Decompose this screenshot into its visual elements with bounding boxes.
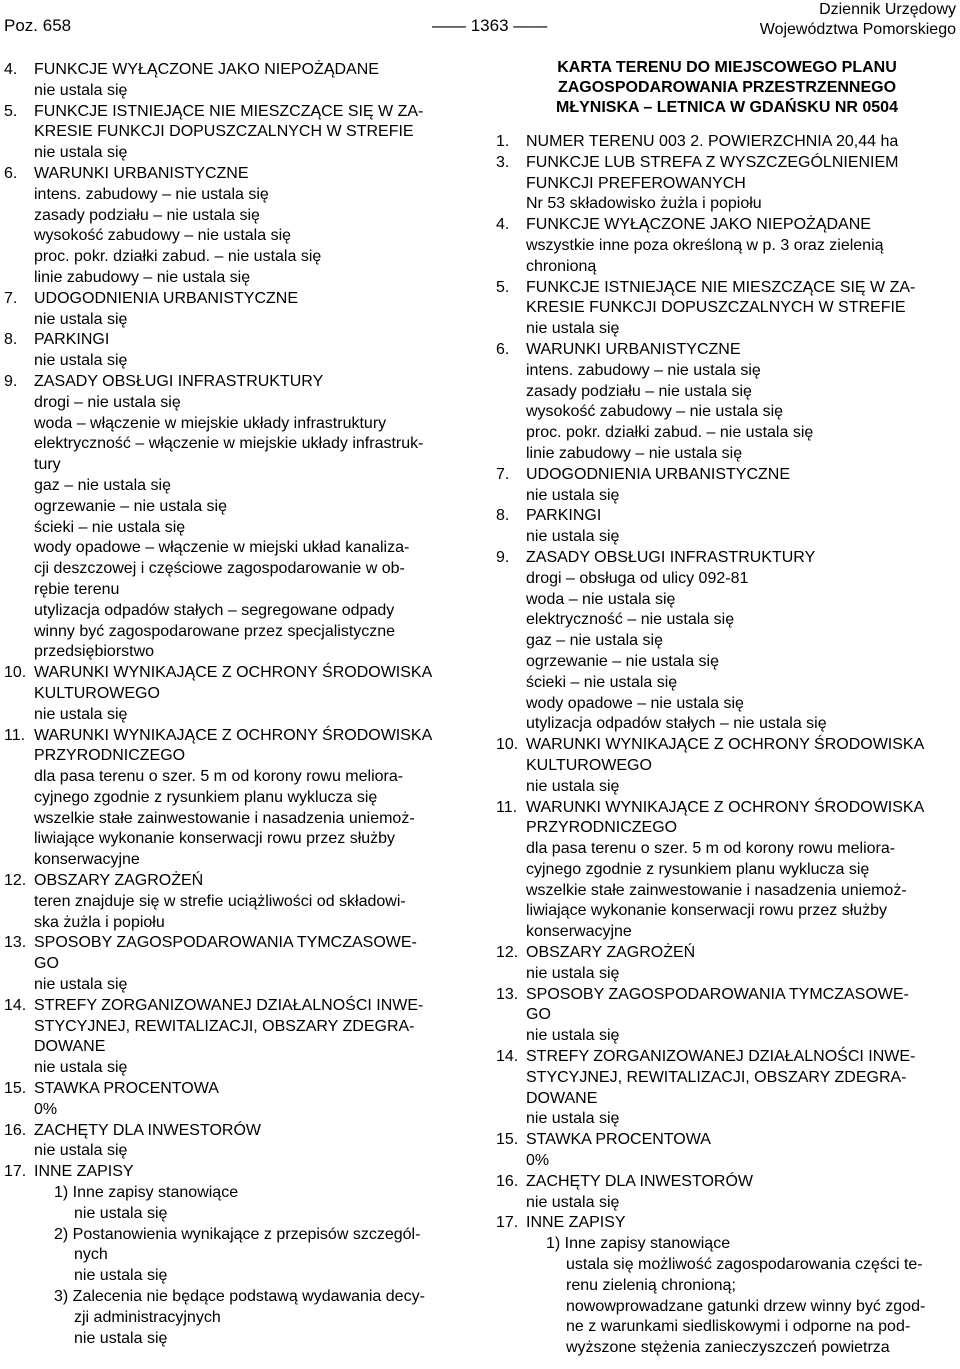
item-text: chronioną — [526, 257, 597, 275]
item-heading: INNE ZAPISY — [34, 1163, 134, 1181]
item-body — [526, 943, 958, 985]
indent-spacer — [496, 1338, 526, 1359]
item-heading: FUNKCJE ISTNIEJĄCE NIE MIESZCZĄCE SIĘ W ZA- — [526, 278, 916, 296]
item-number: 16. — [496, 1172, 519, 1190]
item-text: nie ustala się — [526, 486, 620, 504]
item-heading: PARKINGI — [34, 331, 110, 349]
sub-item-text: renu zielenią chronioną; — [566, 1276, 736, 1294]
item-body — [526, 1130, 958, 1172]
item-text: wysokość zabudowy – nie ustala się — [526, 403, 784, 421]
item-heading: STREFY ZORGANIZOWANEJ DZIAŁALNOŚCI INWE- — [34, 996, 424, 1014]
item-number: 9. — [496, 548, 510, 566]
item-text: KRESIE FUNKCJI DOPUSZCZALNYCH W STREFIE — [526, 299, 906, 317]
list-item — [496, 215, 958, 277]
sub-item-text: nie ustala się — [74, 1204, 168, 1222]
sub-item — [4, 1308, 466, 1329]
item-text: liwiające wykonanie konserwacji rowu przez służby — [34, 830, 396, 848]
journal-title — [760, 0, 956, 40]
item-number: 7. — [4, 289, 18, 307]
item-body — [526, 548, 958, 735]
item-text: drogi – obsługa od ulicy 092-81 — [526, 569, 749, 587]
item-number: 5. — [4, 102, 18, 120]
item-body — [34, 1162, 466, 1183]
list-item — [496, 465, 958, 507]
item-body — [34, 330, 466, 372]
item-text: rębie terenu — [34, 580, 120, 598]
item-text: elektryczność – włączenie w miejskie układy infrastruk- — [34, 435, 424, 453]
indent-spacer — [4, 1308, 34, 1329]
item-text: wszelkie stałe zainwestowanie i nasadzenia uniemoż- — [526, 881, 907, 899]
item-text: PRZYRODNICZEGO — [34, 747, 186, 765]
item-text: linie zabudowy – nie ustala się — [34, 268, 251, 286]
item-text: STYCYJNEJ, REWITALIZACJI, OBSZARY ZDEGRA- — [526, 1068, 907, 1086]
item-heading: WARUNKI WYNIKAJĄCE Z OCHRONY ŚRODOWISKA — [526, 736, 925, 754]
item-text: nie ustala się — [34, 81, 128, 99]
item-text: KULTUROWEGO — [526, 756, 652, 774]
item-text: nie ustala się — [34, 352, 128, 370]
list-item — [496, 1047, 958, 1130]
sub-item-text: nie ustala się — [74, 1329, 168, 1347]
item-number: 11. — [496, 798, 518, 816]
item-text: konserwacyjne — [34, 851, 140, 869]
item-body — [526, 465, 958, 507]
item-text: GO — [526, 1006, 551, 1024]
item-number: 14. — [4, 996, 27, 1014]
item-number: 12. — [496, 944, 519, 962]
item-text: nie ustala się — [526, 1193, 620, 1211]
list-item — [4, 102, 466, 164]
list-item — [496, 735, 958, 797]
item-text: utylizacja odpadów stałych – segregowane odpady — [34, 601, 395, 619]
item-body — [526, 1213, 958, 1234]
item-text: elektryczność – nie ustala się — [526, 611, 735, 629]
sub-item-text: nie ustala się — [74, 1267, 168, 1285]
item-heading: WARUNKI URBANISTYCZNE — [526, 340, 741, 358]
item-text: drogi – nie ustala się — [34, 393, 181, 411]
item-text: proc. pokr. działki zabud. – nie ustala się — [526, 424, 814, 442]
item-text: gaz – nie ustala się — [34, 476, 171, 494]
sub-item — [496, 1255, 958, 1276]
indent-spacer — [4, 1183, 34, 1204]
item-number: 15. — [496, 1131, 519, 1149]
item-body — [526, 506, 958, 548]
item-number: 5. — [496, 278, 510, 296]
item-text: wysokość zabudowy – nie ustala się — [34, 227, 292, 245]
item-number: 7. — [496, 465, 510, 483]
item-number: 3. — [496, 153, 510, 171]
journal-title-line2: Województwa Pomorskiego — [759, 21, 956, 38]
item-body — [34, 1079, 466, 1121]
item-body — [526, 215, 958, 277]
item-text: nie ustala się — [526, 1110, 620, 1128]
list-item — [496, 943, 958, 985]
list-item — [496, 798, 958, 944]
item-body — [34, 871, 466, 933]
sub-item-text: wyższone stężenia zanieczyszczeń powietrza — [566, 1339, 890, 1357]
list-item — [496, 1213, 958, 1234]
item-text: ścieki – nie ustala się — [526, 673, 678, 691]
item-text: Nr 53 składowisko żużla i popiołu — [526, 195, 762, 213]
list-item — [496, 132, 958, 153]
indent-spacer — [496, 1317, 526, 1338]
list-item — [4, 1162, 466, 1183]
item-text: FUNKCJI PREFEROWANYCH — [526, 174, 746, 192]
item-text: ogrzewanie – nie ustala się — [526, 652, 720, 670]
indent-spacer — [496, 1234, 526, 1255]
item-body — [526, 798, 958, 944]
item-heading: WARUNKI WYNIKAJĄCE Z OCHRONY ŚRODOWISKA — [526, 798, 925, 816]
indent-spacer — [496, 1297, 526, 1318]
item-text: linie zabudowy – nie ustala się — [526, 444, 743, 462]
item-text: gaz – nie ustala się — [526, 632, 663, 650]
item-heading: PARKINGI — [526, 507, 602, 525]
item-heading: SPOSOBY ZAGOSPODAROWANIA TYMCZASOWE- — [526, 985, 909, 1003]
item-body — [34, 933, 466, 995]
item-text: DOWANE — [526, 1089, 598, 1107]
sub-item-text: 1) Inne zapisy stanowiące — [546, 1235, 731, 1253]
item-text: liwiające wykonanie konserwacji rowu przez służby — [526, 902, 888, 920]
item-text: proc. pokr. działki zabud. – nie ustala się — [34, 248, 322, 266]
item-text: intens. zabudowy – nie ustala się — [526, 361, 761, 379]
right-column — [496, 58, 958, 1359]
sub-item — [4, 1225, 466, 1246]
item-body — [526, 340, 958, 465]
item-number: 8. — [496, 507, 510, 525]
sub-item — [4, 1266, 466, 1287]
list-item — [4, 663, 466, 725]
item-body — [34, 372, 466, 663]
item-text: nie ustala się — [526, 777, 620, 795]
item-text: wszystkie inne poza określoną w p. 3 oraz zielenią — [526, 236, 884, 254]
item-text: DOWANE — [34, 1038, 106, 1056]
item-body — [526, 153, 958, 215]
list-item — [4, 372, 466, 663]
list-item — [4, 289, 466, 331]
indent-spacer — [496, 1276, 526, 1297]
item-body — [526, 735, 958, 797]
item-heading: STREFY ZORGANIZOWANEJ DZIAŁALNOŚCI INWE- — [526, 1048, 916, 1066]
section-title-line: MŁYNISKA – LETNICA W GDAŃSKU NR 0504 — [556, 99, 898, 116]
item-heading: INNE ZAPISY — [526, 1214, 626, 1232]
sub-item-text: zji administracyjnych — [74, 1308, 221, 1326]
item-text: KULTUROWEGO — [34, 684, 160, 702]
sub-item — [4, 1183, 466, 1204]
item-number: 10. — [4, 664, 27, 682]
list-item — [4, 164, 466, 289]
item-text: ogrzewanie – nie ustala się — [34, 497, 228, 515]
sub-item — [4, 1204, 466, 1225]
sub-item — [496, 1276, 958, 1297]
list-item — [4, 60, 466, 102]
list-item — [496, 340, 958, 465]
sub-item-text: 2) Postanowienia wynikające z przepisów szczegól- — [54, 1225, 421, 1243]
item-text: 0% — [526, 1152, 550, 1170]
item-number: 9. — [4, 372, 18, 390]
sub-item — [4, 1287, 466, 1308]
item-body — [34, 60, 466, 102]
item-number: 10. — [496, 736, 519, 754]
item-number: 15. — [4, 1080, 27, 1098]
list-item — [496, 1130, 958, 1172]
item-text: utylizacja odpadów stałych – nie ustala się — [526, 715, 827, 733]
item-body — [34, 164, 466, 289]
list-item — [4, 996, 466, 1079]
indent-spacer — [4, 1245, 34, 1266]
item-text: woda – włączenie w miejskie układy infrastruktury — [34, 414, 387, 432]
item-body — [526, 1047, 958, 1130]
item-number: 17. — [4, 1163, 27, 1181]
sub-item — [496, 1317, 958, 1338]
item-body — [34, 289, 466, 331]
indent-spacer — [4, 1204, 34, 1225]
item-text: intens. zabudowy – nie ustala się — [34, 185, 269, 203]
item-text: zasady podziału – nie ustala się — [526, 382, 752, 400]
item-body — [526, 1172, 958, 1214]
item-text: nie ustala się — [526, 964, 620, 982]
item-heading: STAWKA PROCENTOWA — [34, 1080, 219, 1098]
list-item — [496, 506, 958, 548]
sub-item — [4, 1245, 466, 1266]
item-heading: FUNKCJE LUB STREFA Z WYSZCZEGÓLNIENIEM — [526, 153, 899, 171]
list-item — [496, 153, 958, 215]
list-item — [4, 330, 466, 372]
sub-item-text: ne z warunkami siedliskowymi i odporne na pod- — [566, 1318, 911, 1336]
list-item — [4, 871, 466, 933]
item-heading: WARUNKI WYNIKAJĄCE Z OCHRONY ŚRODOWISKA — [34, 726, 433, 744]
item-number: 17. — [496, 1214, 519, 1232]
item-heading: FUNKCJE WYŁĄCZONE JAKO NIEPOŻĄDANE — [34, 61, 379, 78]
item-text: cyjnego zgodnie z rysunkiem planu wyklucza się — [526, 860, 870, 878]
item-number: 6. — [4, 164, 18, 182]
item-number: 14. — [496, 1048, 519, 1066]
item-heading: OBSZARY ZAGROŻEŃ — [526, 944, 696, 962]
item-text: nie ustala się — [34, 1059, 128, 1077]
item-text: nie ustala się — [34, 976, 128, 994]
sub-item-text: ustala się możliwość zagospodarowania części te- — [566, 1256, 923, 1274]
item-text: nie ustala się — [34, 144, 128, 162]
list-item — [496, 985, 958, 1047]
item-text: STYCYJNEJ, REWITALIZACJI, OBSZARY ZDEGRA- — [34, 1017, 415, 1035]
list-item — [4, 726, 466, 872]
item-text: GO — [34, 955, 59, 973]
item-body — [34, 996, 466, 1079]
item-text: nie ustala się — [34, 310, 128, 328]
item-heading: ZASADY OBSŁUGI INFRASTRUKTURY — [526, 548, 816, 566]
item-body — [34, 102, 466, 164]
item-text: ska żużla i popiołu — [34, 913, 165, 931]
item-body — [526, 985, 958, 1047]
indent-spacer — [4, 1266, 34, 1287]
item-number: 8. — [4, 331, 18, 349]
sub-item — [496, 1297, 958, 1318]
item-text: KRESIE FUNKCJI DOPUSZCZALNYCH W STREFIE — [34, 123, 414, 141]
list-item — [496, 278, 958, 340]
item-text: przedsiębiorstwo — [34, 643, 155, 661]
sub-item-text: 1) Inne zapisy stanowiące — [54, 1184, 239, 1202]
item-text: nie ustala się — [34, 705, 128, 723]
sub-item — [4, 1329, 466, 1350]
sub-item-text: nowowprowadzane gatunki drzew winny być zgod- — [566, 1297, 926, 1315]
item-number: 6. — [496, 340, 510, 358]
left-column — [4, 60, 466, 1349]
item-number: 1. — [496, 133, 510, 150]
item-text: nie ustala się — [526, 528, 620, 546]
item-heading: WARUNKI URBANISTYCZNE — [34, 164, 249, 182]
item-text: 0% — [34, 1100, 58, 1118]
item-text: konserwacyjne — [526, 923, 632, 941]
sub-item — [496, 1338, 958, 1359]
item-text: nie ustala się — [526, 1027, 620, 1045]
journal-title-line1: Dziennik Urzędowy — [819, 1, 956, 18]
item-heading: STAWKA PROCENTOWA — [526, 1131, 711, 1149]
item-number: 12. — [4, 872, 27, 890]
list-item — [4, 1121, 466, 1163]
item-number: 13. — [496, 985, 519, 1003]
item-text: teren znajduje się w strefie uciążliwości od składowi- — [34, 892, 406, 910]
item-number: 13. — [4, 934, 27, 952]
indent-spacer — [4, 1329, 34, 1350]
indent-spacer — [496, 1255, 526, 1276]
item-body — [526, 278, 958, 340]
item-heading: ZASADY OBSŁUGI INFRASTRUKTURY — [34, 372, 324, 390]
indent-spacer — [4, 1287, 34, 1308]
item-text: dla pasa terenu o szer. 5 m od korony rowu meliora- — [526, 840, 896, 858]
item-text: winny być zagospodarowane przez specjalistyczne — [34, 622, 396, 640]
item-text: tury — [34, 456, 61, 474]
section-title-line: ZAGOSPODAROWANIA PRZESTRZENNEGO — [557, 79, 897, 96]
item-text: nie ustala się — [34, 1142, 128, 1160]
item-heading: NUMER TERENU 003 2. POWIERZCHNIA 20,44 ha — [526, 133, 899, 150]
item-body — [34, 1121, 466, 1163]
item-text: woda – nie ustala się — [526, 590, 676, 608]
item-text: ścieki – nie ustala się — [34, 518, 186, 536]
item-number: 16. — [4, 1121, 27, 1139]
item-text: PRZYRODNICZEGO — [526, 819, 678, 837]
item-text: cji deszczowej i częściowe zagospodarowanie w ob- — [34, 560, 405, 578]
section-title-line: KARTA TERENU DO MIEJSCOWEGO PLANU — [557, 59, 897, 76]
item-body — [526, 132, 958, 153]
sub-item-text: 3) Zalecenia nie będące podstawą wydawania decy- — [54, 1288, 425, 1306]
item-text: nie ustala się — [526, 320, 620, 338]
item-text: wody opadowe – nie ustala się — [526, 694, 744, 712]
item-text: dla pasa terenu o szer. 5 m od korony rowu meliora- — [34, 768, 404, 786]
list-item — [4, 1079, 466, 1121]
item-body — [34, 726, 466, 872]
section-title — [496, 58, 958, 118]
list-item — [496, 548, 958, 735]
item-text: zasady podziału – nie ustala się — [34, 206, 260, 224]
item-heading: UDOGODNIENIA URBANISTYCZNE — [526, 465, 791, 483]
item-heading: SPOSOBY ZAGOSPODAROWANIA TYMCZASOWE- — [34, 934, 417, 952]
indent-spacer — [4, 1225, 34, 1246]
item-heading: OBSZARY ZAGROŻEŃ — [34, 872, 204, 890]
item-heading: ZACHĘTY DLA INWESTORÓW — [526, 1172, 753, 1190]
item-text: cyjnego zgodnie z rysunkiem planu wyklucza się — [34, 788, 378, 806]
item-body — [34, 663, 466, 725]
list-item — [4, 933, 466, 995]
item-heading: WARUNKI WYNIKAJĄCE Z OCHRONY ŚRODOWISKA — [34, 664, 433, 682]
item-number: 4. — [496, 216, 510, 234]
item-number: 11. — [4, 726, 26, 744]
item-number: 4. — [4, 61, 18, 78]
sub-item — [496, 1234, 958, 1255]
item-text: wody opadowe – włączenie w miejski układ kanaliza- — [34, 539, 410, 557]
header-position: Poz. 658 — [4, 16, 72, 35]
sub-item-text: nych — [74, 1246, 108, 1264]
page-number: —— 1363 —— — [432, 16, 548, 35]
item-heading: ZACHĘTY DLA INWESTORÓW — [34, 1121, 261, 1139]
item-text: wszelkie stałe zainwestowanie i nasadzenia uniemoż- — [34, 809, 415, 827]
item-heading: FUNKCJE ISTNIEJĄCE NIE MIESZCZĄCE SIĘ W ZA- — [34, 102, 424, 120]
list-item — [496, 1172, 958, 1214]
item-heading: UDOGODNIENIA URBANISTYCZNE — [34, 289, 299, 307]
item-heading: FUNKCJE WYŁĄCZONE JAKO NIEPOŻĄDANE — [526, 216, 871, 234]
